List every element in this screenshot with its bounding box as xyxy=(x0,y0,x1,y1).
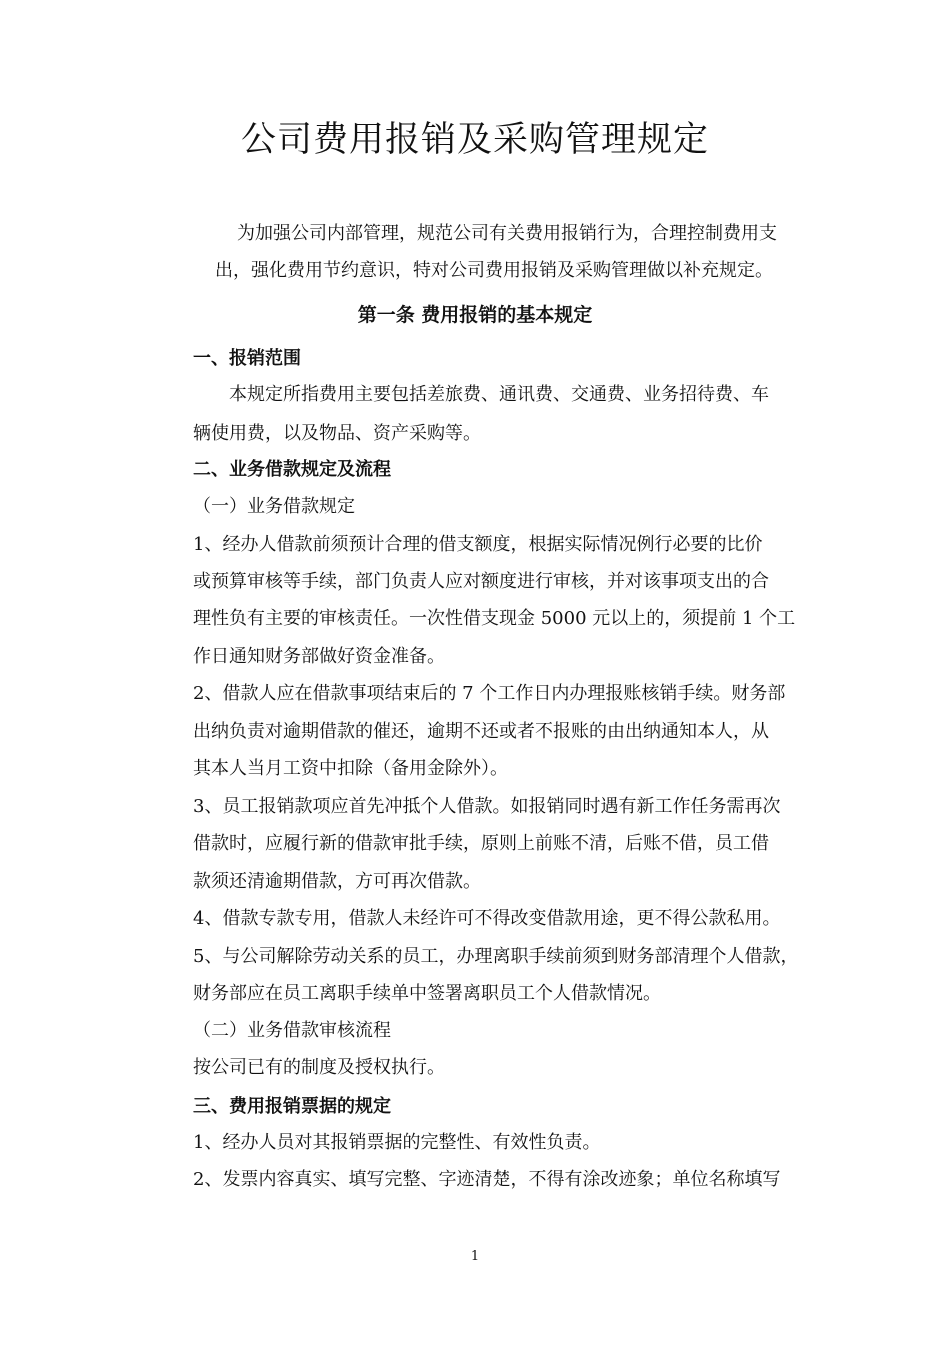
paragraph-line: 作日通知财务部做好资金准备。 xyxy=(193,646,445,667)
page-number: 1 xyxy=(470,1249,480,1264)
section-heading-2: 二、业务借款规定及流程 xyxy=(193,459,391,480)
paragraph-line: 2、发票内容真实、填写完整、字迹清楚，不得有涂改迹象；单位名称填写 xyxy=(193,1169,781,1190)
paragraph-line: 本规定所指费用主要包括差旅费、通讯费、交通费、业务招待费、车 xyxy=(229,384,769,405)
intro-line: 为加强公司内部管理，规范公司有关费用报销行为，合理控制费用支 xyxy=(237,223,777,244)
section-heading-1: 一、报销范围 xyxy=(193,348,301,369)
paragraph-line: 2、借款人应在借款事项结束后的 7 个工作日内办理报账核销手续。财务部 xyxy=(193,683,786,704)
paragraph-line: 3、员工报销款项应首先冲抵个人借款。如报销同时遇有新工作任务需再次 xyxy=(193,796,781,817)
article-title: 第一条 费用报销的基本规定 xyxy=(357,304,593,326)
paragraph-line: 或预算审核等手续，部门负责人应对额度进行审核，并对该事项支出的合 xyxy=(193,571,769,592)
paragraph-line: 1、经办人借款前须预计合理的借支额度，根据实际情况例行必要的比价 xyxy=(193,534,763,555)
paragraph-line: 理性负有主要的审核责任。一次性借支现金 5000 元以上的，须提前 1 个工 xyxy=(193,608,796,629)
paragraph-line: 其本人当月工资中扣除（备用金除外）。 xyxy=(193,758,508,779)
paragraph-line: 出纳负责对逾期借款的催还，逾期不还或者不报账的由出纳通知本人，从 xyxy=(193,721,769,742)
paragraph-line: 辆使用费，以及物品、资产采购等。 xyxy=(193,423,481,444)
paragraph-line: 4、借款专款专用，借款人未经许可不得改变借款用途，更不得公款私用。 xyxy=(193,908,781,929)
section-heading-3: 三、费用报销票据的规定 xyxy=(193,1096,391,1117)
subsection-heading: （二）业务借款审核流程 xyxy=(193,1020,391,1041)
paragraph-line: 款须还清逾期借款，方可再次借款。 xyxy=(193,871,481,892)
paragraph-line: 按公司已有的制度及授权执行。 xyxy=(193,1057,445,1078)
document-title: 公司费用报销及采购管理规定 xyxy=(240,120,709,160)
paragraph-line: 借款时，应履行新的借款审批手续，原则上前账不清，后账不借，员工借 xyxy=(193,833,769,854)
paragraph-line: 财务部应在员工离职手续单中签署离职员工个人借款情况。 xyxy=(193,983,661,1004)
paragraph-line: 5、与公司解除劳动关系的员工，办理离职手续前须到财务部清理个人借款， xyxy=(193,946,799,967)
subsection-heading: （一）业务借款规定 xyxy=(193,496,355,517)
intro-line: 出，强化费用节约意识，特对公司费用报销及采购管理做以补充规定。 xyxy=(215,260,773,281)
paragraph-line: 1、经办人员对其报销票据的完整性、有效性负责。 xyxy=(193,1132,601,1153)
